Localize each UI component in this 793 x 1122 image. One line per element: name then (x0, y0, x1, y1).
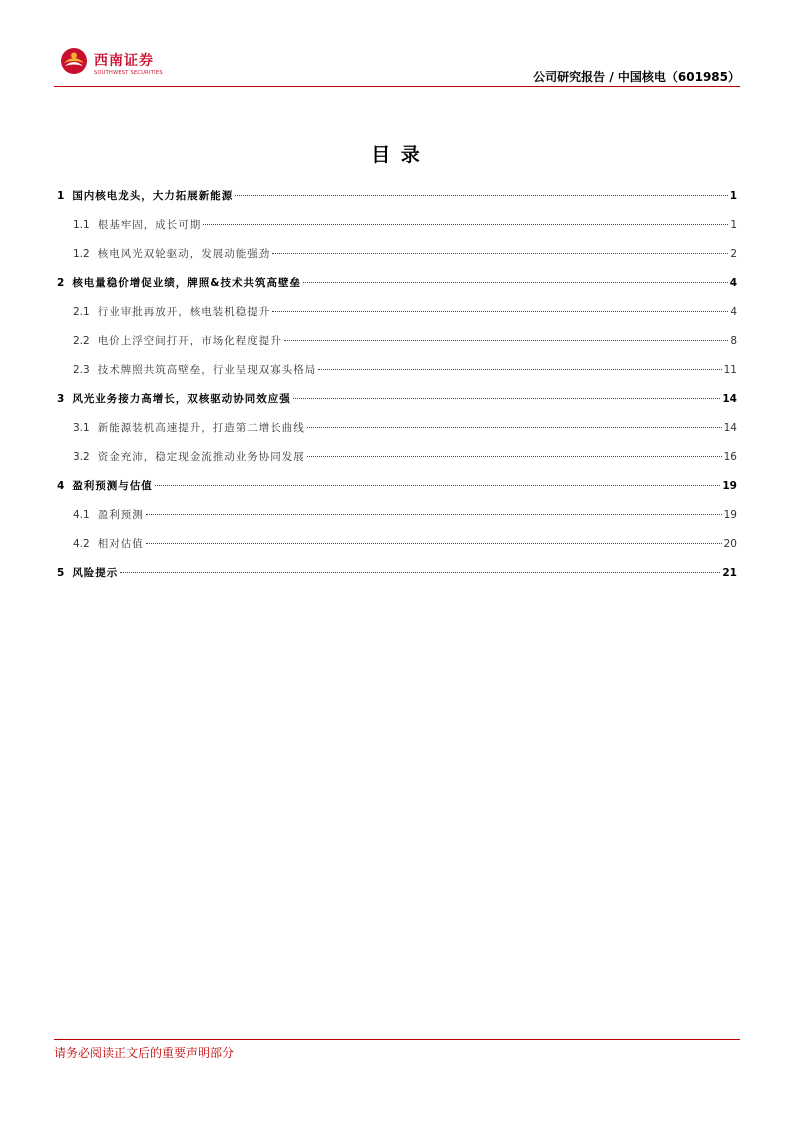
toc-section-entry[interactable] (57, 272, 737, 301)
toc-entry-page: 8 (730, 335, 737, 347)
toc-entry-label: 风险提示 (72, 567, 119, 579)
toc-subsection-entry[interactable] (57, 359, 737, 388)
toc-entry-page: 4 (729, 277, 737, 289)
toc-entry-page: 19 (722, 480, 737, 492)
toc-entry-label: 资金充沛，稳定现金流推动业务协同发展 (97, 451, 305, 463)
toc-subsection-entry[interactable] (57, 243, 737, 272)
toc-entry-number: 2.3 (73, 364, 90, 376)
toc-subsection-entry[interactable] (57, 417, 737, 446)
toc-entry-label: 盈利预测 (97, 509, 144, 521)
toc-subsection-entry[interactable] (57, 504, 737, 533)
toc-entry-label: 盈利预测与估值 (72, 480, 153, 492)
toc-entry-page: 16 (723, 451, 737, 463)
footer-divider (54, 1039, 740, 1040)
toc-entry-page: 14 (723, 422, 737, 434)
toc-entry-label: 新能源装机高速提升，打造第二增长曲线 (97, 422, 305, 434)
table-of-contents (57, 185, 737, 591)
toc-section-entry[interactable] (57, 562, 737, 591)
company-logo (54, 44, 194, 84)
toc-leader-dots (293, 398, 721, 399)
toc-entry-number: 3 (57, 393, 65, 405)
toc-leader-dots (120, 572, 720, 573)
toc-entry-number: 2 (57, 277, 65, 289)
header-divider (54, 86, 740, 87)
toc-entry-label: 风光业务接力高增长，双核驱动协同效应强 (72, 393, 291, 405)
toc-entry-page: 1 (729, 190, 737, 202)
toc-entry-label: 国内核电龙头，大力拓展新能源 (72, 190, 234, 202)
toc-section-entry[interactable] (57, 185, 737, 214)
toc-entry-number: 4.2 (73, 538, 90, 550)
toc-entry-label: 根基牢固，成长可期 (97, 219, 202, 231)
toc-entry-number: 1.1 (73, 219, 90, 231)
toc-leader-dots (146, 514, 722, 515)
toc-entry-number: 1.2 (73, 248, 90, 260)
toc-subsection-entry[interactable] (57, 330, 737, 359)
toc-entry-number: 5 (57, 567, 65, 579)
toc-subsection-entry[interactable] (57, 214, 737, 243)
toc-entry-number: 2.1 (73, 306, 90, 318)
logo-english-name: SOUTHWEST SECURITIES (94, 70, 163, 76)
toc-leader-dots (284, 340, 729, 341)
toc-entry-page: 21 (722, 567, 737, 579)
toc-leader-dots (318, 369, 721, 370)
toc-subsection-entry[interactable] (57, 301, 737, 330)
toc-leader-dots (155, 485, 721, 486)
toc-subsection-entry[interactable] (57, 446, 737, 475)
toc-entry-number: 3.2 (73, 451, 90, 463)
toc-entry-label: 技术牌照共筑高壁垒，行业呈现双寡头格局 (97, 364, 317, 376)
toc-entry-page: 20 (723, 538, 737, 550)
logo-emblem-icon (60, 47, 88, 75)
toc-entry-label: 核电量稳价增促业绩，牌照&技术共筑高壁垒 (72, 277, 301, 289)
toc-leader-dots (272, 253, 728, 254)
toc-leader-dots (307, 456, 722, 457)
page-header (54, 44, 740, 88)
toc-entry-label: 行业审批再放开，核电装机稳提升 (97, 306, 271, 318)
footer-disclaimer: 请务必阅读正文后的重要声明部分 (54, 1046, 235, 1060)
toc-entry-page: 14 (722, 393, 737, 405)
toc-entry-number: 3.1 (73, 422, 90, 434)
toc-leader-dots (303, 282, 728, 283)
toc-entry-page: 4 (730, 306, 737, 318)
toc-entry-number: 4.1 (73, 509, 90, 521)
toc-subsection-entry[interactable] (57, 533, 737, 562)
toc-section-entry[interactable] (57, 388, 737, 417)
toc-section-entry[interactable] (57, 475, 737, 504)
toc-leader-dots (146, 543, 722, 544)
toc-leader-dots (272, 311, 728, 312)
toc-leader-dots (307, 427, 722, 428)
toc-entry-label: 相对估值 (97, 538, 144, 550)
toc-leader-dots (235, 195, 727, 196)
toc-entry-number: 1 (57, 190, 65, 202)
toc-entry-page: 2 (730, 248, 737, 260)
toc-entry-label: 核电风光双轮驱动，发展动能强劲 (97, 248, 271, 260)
report-title: 公司研究报告 / 中国核电（601985） (533, 70, 740, 84)
toc-entry-number: 2.2 (73, 335, 90, 347)
toc-heading: 目 录 (371, 144, 422, 166)
toc-leader-dots (203, 224, 728, 225)
toc-entry-label: 电价上浮空间打开，市场化程度提升 (97, 335, 282, 347)
logo-chinese-name: 西南证券 (94, 53, 154, 69)
toc-entry-page: 1 (730, 219, 737, 231)
toc-entry-page: 19 (723, 509, 737, 521)
toc-entry-page: 11 (723, 364, 737, 376)
toc-entry-number: 4 (57, 480, 65, 492)
